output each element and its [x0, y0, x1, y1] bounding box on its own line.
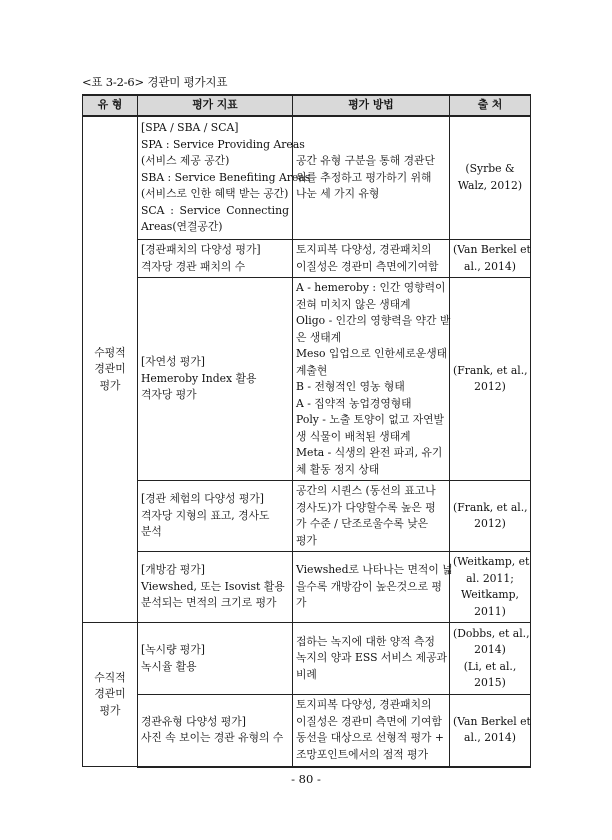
group-label-line: 경관미 — [94, 362, 126, 375]
cell-line: Walz, 2012) — [457, 178, 523, 192]
source-cell — [450, 116, 531, 240]
cell-line: Viewshed로 나타나는 면적이 넓 — [296, 563, 453, 577]
cell-line: (Frank, et al., — [453, 500, 528, 514]
indicator-cell — [138, 116, 311, 240]
cell-line: al., 2014) — [464, 259, 516, 273]
cell-line: [개방감 평가] — [141, 563, 206, 577]
table-row — [83, 278, 531, 481]
method-cell — [293, 116, 450, 240]
cell-line: (Van Berkel et — [453, 714, 531, 728]
group-label-line: 평가 — [99, 703, 121, 717]
cell-line: (서비스 제공 공간) — [141, 154, 230, 167]
cell-line: 2012) — [474, 380, 506, 393]
group-label-line: 수평적 — [94, 345, 126, 359]
cell-line: SCA : Service Connecting — [141, 203, 289, 217]
cell-line: 격자당 평가 — [141, 388, 197, 402]
cell-line: 경사도)가 다양할수록 높은 평 — [296, 500, 436, 514]
method-cell — [293, 695, 450, 767]
source-cell — [450, 552, 531, 623]
cell-line: 분석 — [141, 525, 162, 539]
table-row — [83, 695, 531, 767]
cell-line: Oligo - 인간의 영향력을 약간 받 — [296, 314, 451, 327]
cell-line: 녹지의 양과 ESS 서비스 제공과 — [296, 651, 447, 665]
cell-line: 동선을 대상으로 선형적 평가 + — [296, 731, 444, 745]
cell-line: A - hemeroby : 인간 영향력이 — [296, 281, 446, 294]
header-method: 평가 방법 — [293, 95, 450, 116]
cell-line: SBA : Service Benefiting Areas — [141, 170, 311, 184]
cell-line: 2014) — [474, 643, 506, 656]
source-cell — [450, 623, 531, 695]
cell-line: Hemeroby Index 활용 — [141, 371, 257, 385]
method-cell — [293, 481, 450, 552]
page-number: - 80 - — [291, 772, 321, 786]
source-cell — [450, 481, 531, 552]
cell-line: 가 수준 / 단조로울수록 낮은 — [296, 517, 429, 530]
group-horizontal — [83, 116, 138, 623]
cell-line: 사진 속 보이는 경관 유형의 수 — [141, 731, 284, 745]
cell-line: Viewshed, 또는 Isovist 활용 — [141, 579, 285, 593]
cell-line: [SPA / SBA / SCA] — [141, 121, 239, 134]
cell-line: Weitkamp, — [461, 588, 519, 601]
cell-line: 을수록 개방감이 높은것으로 평 — [296, 579, 442, 593]
table-row — [83, 552, 531, 623]
group-label-line: 경관미 — [94, 687, 126, 701]
cell-line: 토지피복 다양성, 경관패치의 — [296, 698, 432, 712]
group-label-line: 수직적 — [94, 670, 126, 684]
method-cell — [293, 552, 453, 623]
cell-line: 녹시율 활용 — [141, 659, 197, 673]
cell-line: [자연성 평가] — [141, 355, 206, 369]
cell-line: 나눈 세 가지 유형 — [296, 187, 380, 200]
cell-line: Poly - 노출 토양이 없고 자연발 — [296, 413, 444, 426]
cell-line: 격자당 경관 패치의 수 — [141, 259, 246, 273]
cell-line: 생 식물이 배척된 생태계 — [296, 429, 411, 443]
method-cell — [293, 623, 450, 695]
cell-line: A - 집약적 농업경영형태 — [296, 396, 412, 410]
cell-line: 접하는 녹지에 대한 양적 측정 — [296, 634, 435, 648]
cell-line: 가 — [296, 596, 307, 610]
landscape-indicator-table — [82, 94, 531, 768]
cell-line: 2015) — [474, 676, 506, 689]
indicator-cell — [138, 623, 293, 695]
cell-line: 체 활동 정지 상태 — [296, 462, 380, 476]
header-indicator: 평가 지표 — [138, 95, 293, 116]
source-cell — [450, 240, 531, 278]
source-cell — [450, 278, 531, 481]
cell-line: (Frank, et al., — [453, 363, 528, 377]
method-cell — [293, 278, 450, 481]
cell-line: [녹시량 평가] — [141, 643, 206, 656]
cell-line: Meso 입업으로 인한세로운생태 — [296, 347, 448, 360]
cell-line: (Weitkamp, et — [453, 555, 530, 568]
cell-line: Meta - 식생의 완전 파괴, 유기 — [296, 446, 443, 459]
group-vertical — [83, 623, 138, 767]
indicator-cell — [138, 481, 293, 552]
table-row — [83, 481, 531, 552]
table-caption: <표 3-2-6> 경관미 평가지표 — [82, 75, 228, 89]
cell-line: (Dobbs, et al., — [453, 626, 530, 640]
cell-line: 평가 — [296, 533, 317, 547]
cell-line: 공간의 시퀀스 (동선의 표고나 — [296, 484, 436, 497]
cell-line: (서비스로 인한 혜택 받는 공간) — [141, 187, 289, 200]
indicator-cell — [138, 552, 293, 623]
table-row — [83, 116, 531, 240]
cell-line: 조망포인트에서의 점적 평가 — [296, 747, 429, 761]
cell-line: [경관패치의 다양성 평가] — [141, 243, 261, 256]
cell-line: 2012) — [474, 517, 506, 530]
header-source: 출 처 — [450, 95, 531, 116]
method-cell — [293, 240, 450, 278]
cell-line: 은 생태계 — [296, 330, 342, 344]
cell-line: 격자당 지형의 표고, 경사도 — [141, 508, 270, 522]
cell-line: 위를 추정하고 평가하기 위해 — [296, 170, 432, 184]
cell-line: 경관유형 다양성 평가] — [141, 714, 246, 728]
cell-line: (Li, et al., — [463, 659, 517, 673]
cell-line: 토지피복 다양성, 경관패치의 — [296, 243, 432, 256]
cell-line: 공간 유형 구분을 통해 경관단 — [296, 154, 435, 167]
cell-line: Areas(연결공간) — [141, 220, 223, 233]
cell-line: 전혀 미치지 않은 생태계 — [296, 297, 411, 311]
indicator-cell — [138, 278, 293, 481]
cell-line: 비례 — [296, 667, 317, 681]
cell-line: 이질성은 경관미 측면에기여함 — [296, 259, 439, 273]
indicator-cell — [138, 695, 293, 767]
cell-line: B - 전형적인 영농 형태 — [296, 380, 405, 393]
cell-line: 2011) — [474, 604, 506, 618]
cell-line: 이질성은 경관미 측면에 기여함 — [296, 714, 442, 728]
table-row — [83, 240, 531, 278]
group-label-line: 평가 — [99, 378, 121, 392]
table-row — [83, 623, 531, 695]
cell-line: [경관 체험의 다양성 평가] — [141, 492, 265, 506]
cell-line: (Syrbe & — [465, 162, 515, 176]
indicator-cell — [138, 240, 293, 278]
cell-line: 분석되는 면적의 크기로 평가 — [141, 596, 277, 610]
header-type: 유 형 — [83, 95, 138, 116]
source-cell — [450, 695, 531, 767]
cell-line: SPA : Service Providing Areas — [141, 137, 305, 151]
cell-line: 계출현 — [296, 363, 328, 377]
cell-line: al. 2011; — [466, 571, 514, 585]
cell-line: al., 2014) — [464, 731, 516, 745]
cell-line: (Van Berkel et — [453, 243, 531, 256]
